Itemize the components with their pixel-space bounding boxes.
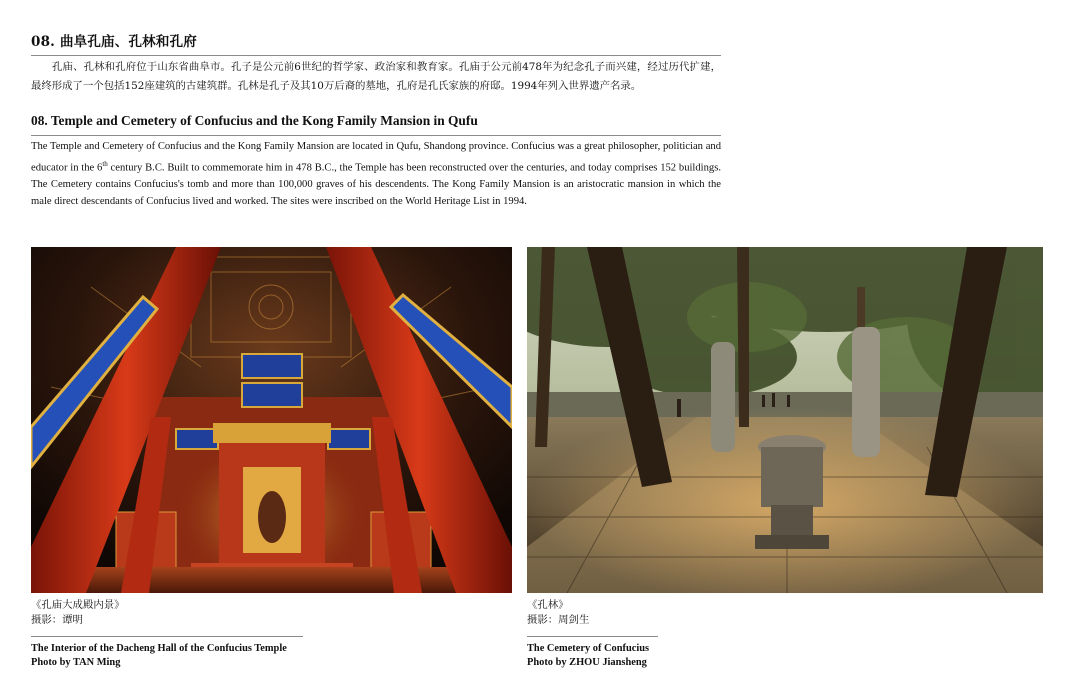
left-credit-en: Photo by TAN Ming — [31, 657, 121, 668]
english-paragraph-part2: century B.C. Built to commemorate him in 478 B.C., the Temple has been reconstructed over the centuries, and today comprises 152 buildings. The Cemetery contains Confucius's tomb and more than 100,000 graves of his descendents. The Kong Family Mansion is an aristocratic mansion in which the male direct descendants of Confucius lived and worked. The sites were inscribed on the World Heritage List in 1994. — [31, 162, 721, 207]
ordinal-suffix: th — [102, 159, 108, 168]
left-caption-zh: 《孔庙大成殿内景》 — [31, 599, 125, 611]
chinese-paragraph: 孔庙、孔林和孔府位于山东省曲阜市。孔子是公元前6世纪的哲学家、政治家和教育家。孔庙于公元前478年为纪念孔子而兴建，经过历代扩建，最终形成了一个包括152座建筑的古建筑群。孔林是孔子及其10万后裔的墓地，孔府是孔氏家族的府邸。1994年列入世界遗产名录。 — [31, 61, 721, 92]
english-paragraph-part1: The Temple and Cemetery of Confucius and the Kong Family Mansion are located in Qufu, Shandong province. Confucius was a great philosopher, politician and educator in the 6 — [31, 141, 721, 174]
left-caption-divider — [31, 636, 303, 637]
left-credit-zh: 摄影：谭明 — [31, 614, 83, 626]
english-heading: 08. Temple and Cemetery of Confucius and the Kong Family Mansion in Qufu — [31, 113, 721, 136]
right-caption-en: The Cemetery of Confucius — [527, 643, 650, 654]
left-photo-caption — [31, 598, 303, 670]
dacheng-hall-photo — [31, 247, 512, 593]
confucius-cemetery-photo — [527, 247, 1043, 593]
chinese-heading: 08. 曲阜孔庙、孔林和孔府 — [31, 30, 721, 56]
right-caption-divider — [527, 636, 658, 637]
right-credit-en: Photo by ZHOU Jiansheng — [527, 657, 647, 668]
right-credit-zh: 摄影：周剑生 — [527, 614, 590, 626]
right-photo-caption — [527, 598, 658, 670]
right-caption-zh: 《孔林》 — [527, 599, 569, 611]
english-paragraph — [31, 139, 721, 211]
left-caption-en: The Interior of the Dacheng Hall of the Confucius Temple — [31, 643, 287, 654]
